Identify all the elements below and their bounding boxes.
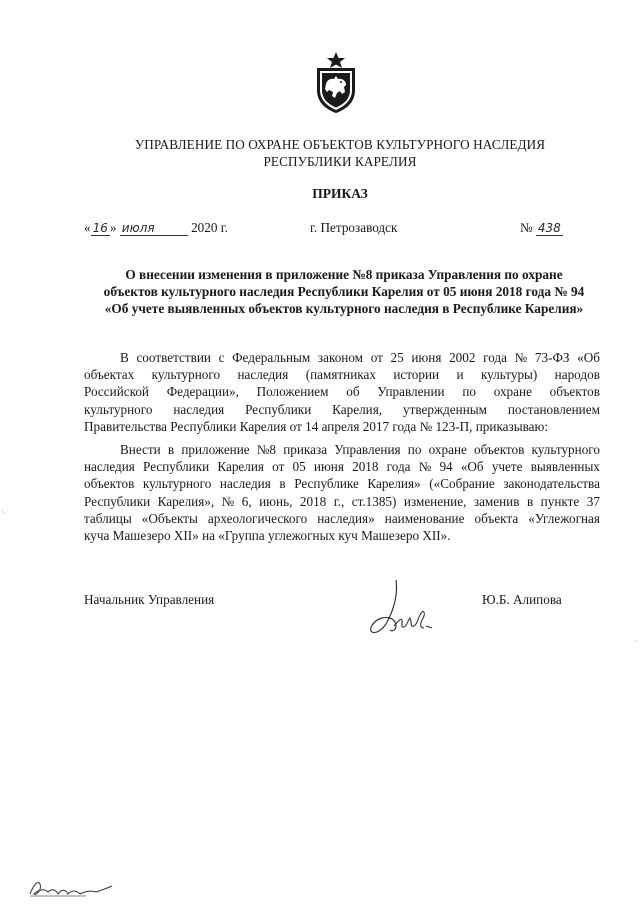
text-word: выявленных	[530, 459, 600, 475]
text-line	[84, 366, 600, 383]
document-type: ПРИКАЗ	[312, 186, 368, 201]
text-word: Карелия»	[367, 476, 421, 492]
text-word: заменив	[473, 493, 520, 509]
text-word: законом	[317, 350, 364, 365]
text-word: июня	[313, 459, 344, 475]
text-word: и	[456, 367, 464, 383]
text-word: №	[514, 350, 528, 365]
text-word: Карелия	[217, 459, 264, 475]
text-word: учете	[491, 459, 523, 475]
text-word: Российской	[84, 384, 149, 400]
body-paragraph-2	[84, 441, 600, 544]
text-word: культурного	[531, 442, 600, 457]
text-word: приказа	[283, 442, 328, 457]
text-word: наследия	[219, 476, 271, 492]
text-word: Управлении	[377, 384, 445, 400]
organization-name	[80, 136, 600, 170]
text-word: соответствии	[136, 350, 211, 365]
text-word: изменение,	[403, 493, 467, 509]
text-word: от	[272, 459, 285, 475]
text-word: «Объекты	[141, 510, 198, 526]
number-value: 438	[537, 221, 561, 235]
text-line	[84, 401, 600, 418]
text-word: Карелия,	[332, 401, 383, 417]
text-word: объектов	[474, 442, 525, 457]
text-line	[84, 441, 600, 458]
text-word: приложение	[181, 442, 250, 457]
org-line-2: РЕСПУБЛИКИ КАРЕЛИЯ	[263, 154, 417, 169]
text-word: июня	[411, 350, 442, 365]
text-segment: куча Машезеро XII» на «Группа углежогных куч Машезеро XII».	[84, 528, 451, 544]
text-line	[84, 510, 600, 527]
text-word: наследия	[173, 401, 225, 417]
text-word: «Углежогная	[528, 510, 600, 526]
text-word: 94	[439, 459, 453, 475]
subject-line-2: объектов культурного наследия Республики Карелия от 05 июня 2018 года № 94	[103, 284, 585, 299]
text-word: №	[418, 459, 432, 475]
text-word: культурного	[84, 401, 153, 417]
scan-speck	[3, 512, 4, 513]
signatory-name: Ю.Б. Алипова	[482, 592, 562, 607]
text-word: года	[483, 350, 507, 365]
text-word: по	[407, 442, 422, 457]
text-word: по	[462, 384, 476, 400]
text-word: объектов	[549, 384, 600, 400]
subject-line-1: О внесении изменения в приложение №8 приказа Управления по охране	[125, 267, 563, 282]
text-line	[84, 458, 600, 475]
scan-speck	[2, 510, 3, 511]
text-word: с	[218, 350, 225, 365]
date-open-quote: «	[84, 220, 91, 235]
text-word: Карелия»,	[157, 493, 215, 509]
document-meta	[84, 220, 604, 242]
text-word: в	[526, 493, 534, 509]
text-word: 2018	[299, 493, 327, 509]
text-word: Республики	[143, 459, 210, 475]
text-word: Положением	[256, 384, 329, 400]
text-word: наследия»	[317, 510, 375, 526]
text-segment: Правительства Республики Карелия от 14 апреля 2017 года № 123-П, приказываю:	[84, 418, 549, 434]
text-word: Федеральным	[232, 350, 311, 365]
date-day: 16	[92, 221, 108, 235]
text-word: «Об	[460, 459, 484, 475]
text-line	[84, 349, 600, 366]
date-month: июля	[120, 222, 188, 236]
text-word: Федерации»,	[166, 384, 239, 400]
text-word: июнь,	[259, 493, 293, 509]
text-word: г.,	[333, 493, 345, 509]
text-word: Республики	[245, 401, 312, 417]
text-word: №	[221, 493, 235, 509]
text-word: от	[370, 350, 383, 365]
text-word: 2002	[449, 350, 476, 365]
text-word: наследия	[84, 459, 135, 475]
text-word: 05	[292, 459, 306, 475]
text-word: охране	[493, 384, 532, 400]
text-word: культурного	[142, 476, 212, 492]
scan-speck	[636, 640, 637, 641]
document-city: г. Петрозаводск	[310, 220, 398, 235]
document-number	[520, 220, 563, 236]
text-word: постановлением	[507, 401, 600, 417]
text-word: таблицы	[84, 510, 132, 526]
text-word: охране	[428, 442, 467, 457]
text-word: «Об	[577, 350, 600, 365]
subject-line-3: «Об учете выявленных объектов культурного наследия в Республике Карелия»	[104, 301, 584, 316]
text-word: 6,	[241, 493, 252, 509]
text-word: истории	[393, 367, 440, 383]
text-word: археологического	[207, 510, 308, 526]
text-word: законодательства	[503, 476, 600, 492]
text-word: В	[120, 350, 129, 365]
text-word: Внести	[120, 442, 161, 457]
document-subject	[84, 266, 604, 317]
text-word: Республике	[294, 476, 359, 492]
text-word: объектов	[84, 476, 135, 492]
text-word: в	[279, 476, 286, 492]
text-word: культуры)	[480, 367, 538, 383]
text-word: 37	[586, 493, 600, 509]
text-word: ст.1385)	[351, 493, 397, 509]
text-word: наименование	[384, 510, 465, 526]
text-word: утвержденным	[403, 401, 487, 417]
text-word: пункте	[540, 493, 580, 509]
text-word: в	[167, 442, 175, 457]
text-word: народов	[554, 367, 600, 383]
text-word: объектах	[84, 367, 135, 383]
number-label: №	[520, 220, 533, 235]
text-line	[84, 527, 600, 544]
text-word: года	[386, 459, 411, 475]
text-word: Республики	[84, 493, 151, 509]
text-line	[84, 418, 600, 435]
text-word: 73-ФЗ	[534, 350, 570, 365]
handwritten-signature-icon	[360, 574, 450, 644]
handwritten-initials-icon	[26, 874, 116, 900]
document-date	[84, 220, 228, 236]
body-paragraph-1	[84, 349, 600, 435]
text-word: наследия	[237, 367, 289, 383]
karelia-coat-of-arms-icon	[313, 52, 359, 114]
date-year: 2020 г.	[191, 220, 228, 235]
date-close-quote: »	[109, 220, 117, 235]
text-word: 25	[390, 350, 404, 365]
text-word: («Собрание	[429, 476, 495, 492]
text-line	[84, 383, 600, 400]
text-word: культурного	[151, 367, 221, 383]
text-word: Управления	[334, 442, 401, 457]
org-line-1: УПРАВЛЕНИЕ ПО ОХРАНЕ ОБЪЕКТОВ КУЛЬТУРНОГО НАСЛЕДИЯ	[134, 137, 546, 152]
text-word: объекта	[474, 510, 519, 526]
text-word: об	[346, 384, 360, 400]
text-word: 2018	[352, 459, 379, 475]
text-word: (памятниках	[305, 367, 376, 383]
text-line	[84, 475, 600, 492]
signatory-position: Начальник Управления	[84, 592, 215, 607]
text-word: №8	[256, 442, 277, 457]
text-line	[84, 493, 600, 510]
